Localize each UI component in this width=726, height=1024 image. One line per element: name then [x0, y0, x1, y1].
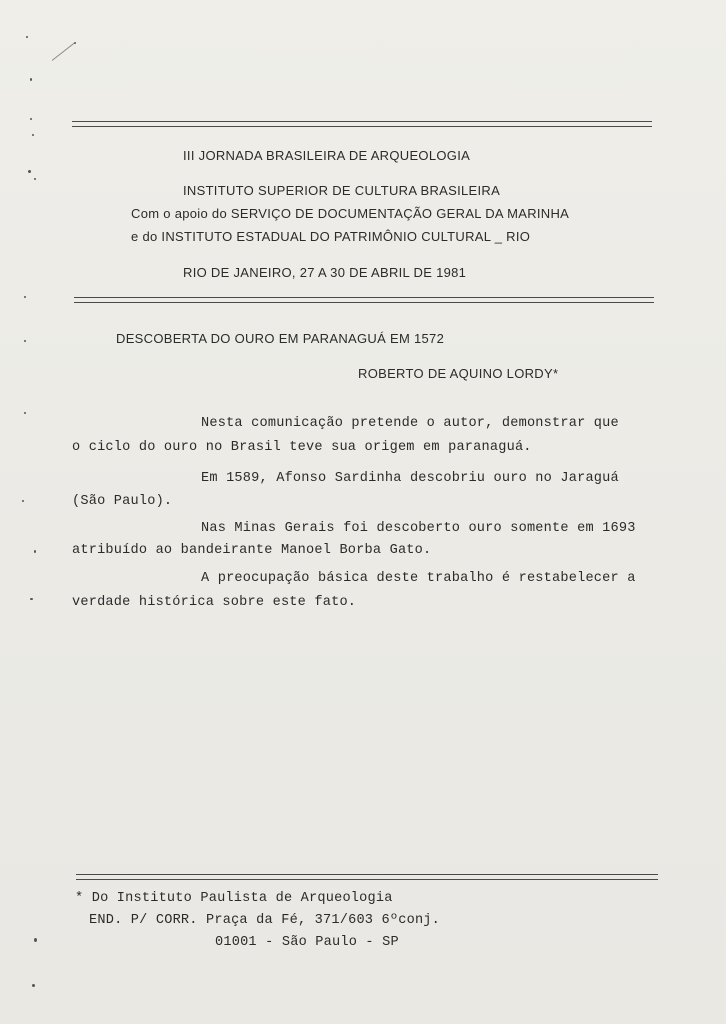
scan-speck [32, 984, 35, 987]
scan-speck [32, 134, 34, 136]
scan-speck [34, 938, 37, 942]
conference-title: III JORNADA BRASILEIRA DE ARQUEOLOGIA [183, 148, 471, 163]
scan-speck [22, 500, 24, 502]
institute-name: INSTITUTO SUPERIOR DE CULTURA BRASILEIRA [183, 183, 501, 198]
footnote-address: END. P/ CORR. Praça da Fé, 371/603 6ºconj. [89, 913, 441, 928]
paragraph-3-line-2: atribuído ao bandeirante Manoel Borba Gato. [72, 543, 432, 558]
paragraph-4-line-2: verdade histórica sobre este fato. [72, 595, 357, 610]
paragraph-2-line-2: (São Paulo). [72, 494, 173, 509]
paragraph-3-line-1: Nas Minas Gerais foi descoberto ouro somente em 1693 [201, 521, 636, 536]
header-bottom-rule [74, 297, 654, 303]
scan-speck [24, 412, 26, 414]
support-line: Com o apoio do SERVIÇO DE DOCUMENTAÇÃO GERAL DA MARINHA [131, 206, 570, 221]
paragraph-1-line-2: o ciclo do ouro no Brasil teve sua origem em paranaguá. [72, 440, 532, 455]
scan-speck [28, 170, 31, 173]
article-title: DESCOBERTA DO OURO EM PARANAGUÁ EM 1572 [116, 331, 445, 346]
scan-speck [30, 118, 32, 120]
article-author: ROBERTO DE AQUINO LORDY* [358, 366, 559, 381]
footnote-affiliation: * Do Instituto Paulista de Arqueologia [75, 891, 393, 906]
scan-speck [24, 296, 26, 298]
scan-speck [30, 78, 32, 81]
header-top-rule [72, 121, 652, 127]
partner-line: e do INSTITUTO ESTADUAL DO PATRIMÔNIO CULTURAL _ RIO [131, 229, 531, 244]
scan-speck [74, 42, 76, 44]
scan-speck [26, 36, 28, 38]
scan-speck [24, 340, 26, 342]
scan-speck [34, 178, 36, 180]
footnote-postal: 01001 - São Paulo - SP [215, 935, 399, 950]
paragraph-1-line-1: Nesta comunicação pretende o autor, demonstrar que [201, 416, 619, 431]
scan-speck [34, 550, 36, 553]
paragraph-2-line-1: Em 1589, Afonso Sardinha descobriu ouro no Jaraguá [201, 471, 619, 486]
paragraph-4-line-1: A preocupação básica deste trabalho é restabelecer a [201, 571, 636, 586]
footnote-rule [76, 874, 658, 880]
scan-scratch [52, 43, 75, 61]
event-date: RIO DE JANEIRO, 27 A 30 DE ABRIL DE 1981 [183, 265, 467, 280]
scan-speck [30, 598, 33, 600]
